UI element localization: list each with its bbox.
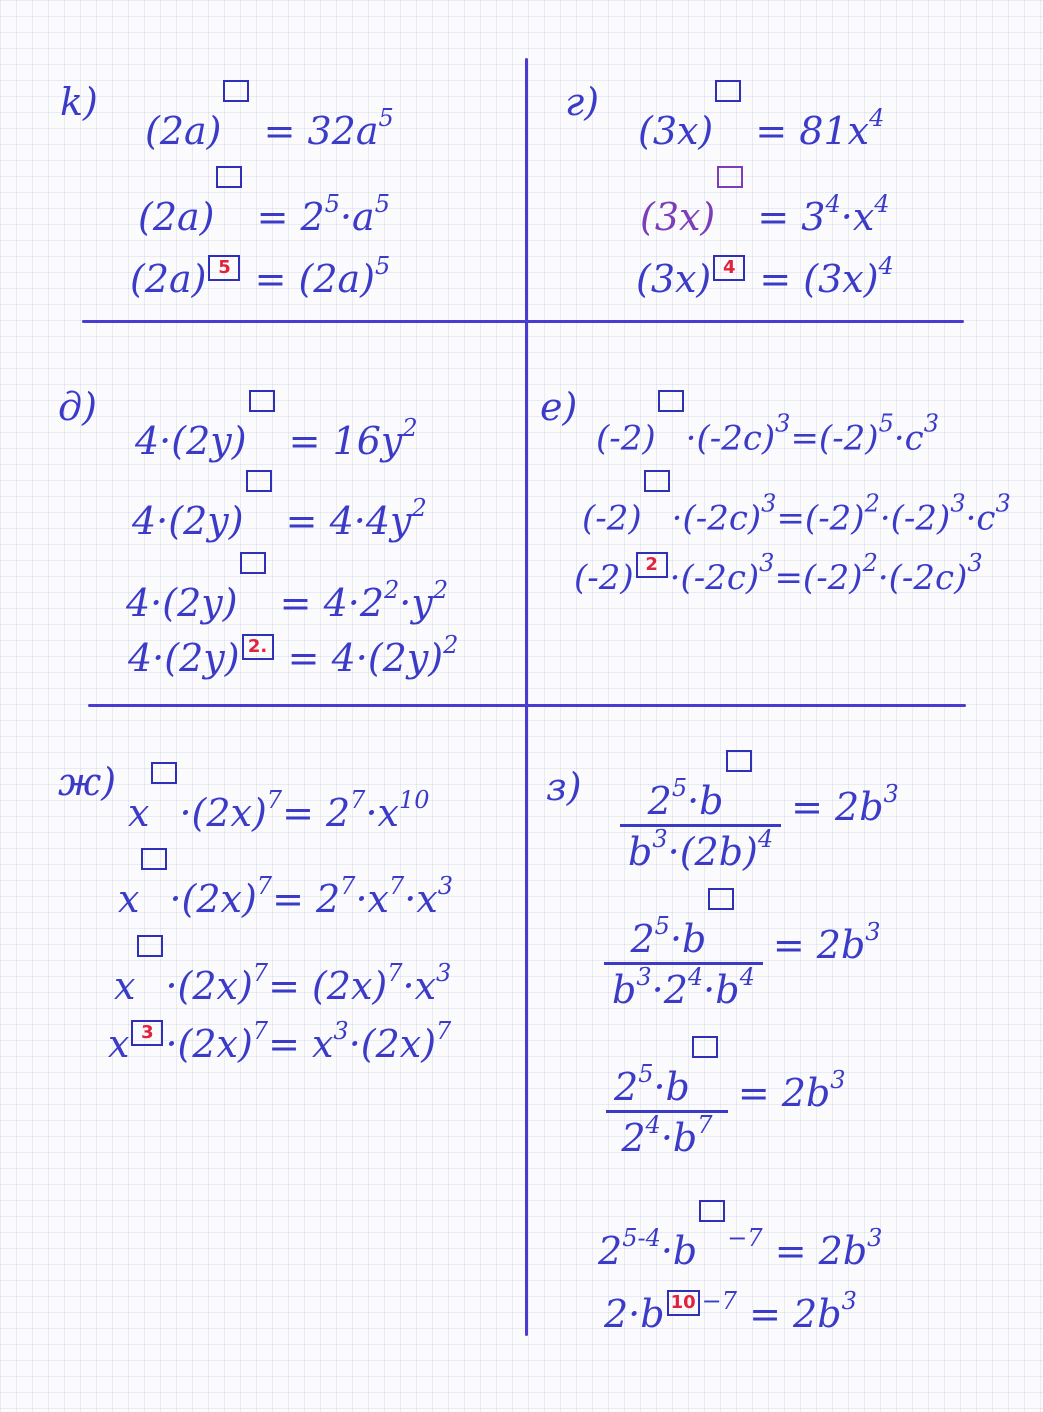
zh-line-4: x $3 \cdot(2x)^7= x^3\cdot(2x)^7$ <box>108 1016 452 1066</box>
fraction: $\frac{2^5\cdot b}{b^3\cdot 2^4\cdot b^4}$ <box>604 888 763 1009</box>
z-step-3: $\frac{2^5\cdot b}{2^4\cdot b^7}$ = $2b^3$ <box>606 1036 846 1157</box>
zh-line-1: $x \cdot(2x)^7= 2^7\cdot x^{10}$ <box>128 762 430 832</box>
answer-box: 2. <box>242 634 274 660</box>
d-line-4: 4·(2y) 2. = $4\cdot(2y)^2$ <box>128 630 459 680</box>
fraction: $\frac{2^5\cdot b}{2^4\cdot b^7}$ <box>606 1036 728 1157</box>
fraction: $\frac{2^5\cdot b}{b^3\cdot(2b)^4}$ <box>620 750 781 871</box>
k-line-2: $(2a) = 2^5\cdot a^5$ <box>138 166 390 236</box>
empty-box <box>137 935 163 957</box>
horizontal-divider-2 <box>88 704 966 707</box>
d-line-1: $4\cdot(2y) = 16y^2$ <box>135 390 418 460</box>
empty-box <box>726 750 752 772</box>
d-line-3: $4\cdot(2y) = 4\cdot 2^2\cdot y^2$ <box>126 552 448 622</box>
k-line-1: $(2a) = 32a^5$ <box>145 80 394 150</box>
empty-box <box>151 762 177 784</box>
empty-box <box>249 390 275 412</box>
answer-box: 10 <box>667 1290 700 1316</box>
e-line-3: (-2) $2 \cdot(-2c)^3=(-2)^2\cdot(-2c)^3$ <box>574 548 983 598</box>
label-d: д) <box>58 385 97 429</box>
zh-line-3: $x \cdot(2x)^7= (2x)^7\cdot x^3$ <box>114 935 451 1005</box>
g-line-2: $(3x) = 3^4\cdot x^4$ <box>640 166 890 236</box>
empty-box <box>223 80 249 102</box>
answer-box: 4 <box>713 255 745 281</box>
g-line-1: $(3x) = 81x^4$ <box>638 80 884 150</box>
empty-box <box>692 1036 718 1058</box>
z-step-5: 2·b 10 $^{-7} = 2b^3$ <box>604 1286 857 1336</box>
answer-box: 5 <box>208 255 240 281</box>
empty-box <box>708 888 734 910</box>
g-line-3: (3x) $4 = (3x)^4$ <box>636 251 894 301</box>
z-step-2: $\frac{2^5\cdot b}{b^3\cdot 2^4\cdot b^4}$ = $2b^3$ <box>604 888 881 1009</box>
empty-box <box>141 848 167 870</box>
empty-box <box>699 1200 725 1222</box>
empty-box <box>644 470 670 492</box>
empty-box <box>240 552 266 574</box>
empty-box <box>717 166 743 188</box>
zh-line-2: $x \cdot(2x)^7= 2^7\cdot x^7\cdot x^3$ <box>118 848 453 918</box>
empty-box <box>246 470 272 492</box>
horizontal-divider-1 <box>82 320 964 323</box>
d-line-2: $4\cdot(2y) = 4\cdot 4y^2$ <box>132 470 427 540</box>
answer-box: 3 <box>131 1020 163 1046</box>
z-step-4: $2^{5-4}\cdot b$ $^{-7} = 2b^3$ <box>598 1200 882 1270</box>
empty-box <box>658 390 684 412</box>
label-g: г) <box>565 80 600 124</box>
e-line-2: $(-2) \cdot(-2c)^3=(-2)^2\cdot(-2)^3\cdot c^3$ <box>582 470 1011 535</box>
e-line-1: $(-2) \cdot(-2c)^3=(-2)^5\cdot c^3$ <box>596 390 939 455</box>
z-step-1: $\frac{2^5\cdot b}{b^3\cdot(2b)^4}$ = $2b^3$ <box>620 750 899 871</box>
answer-box: 2 <box>636 552 668 578</box>
k-line-3: (2a) $5 = (2a)^5$ <box>130 251 391 301</box>
empty-box <box>715 80 741 102</box>
label-k: k) <box>60 80 98 124</box>
label-zh: ж) <box>58 760 117 804</box>
empty-box <box>216 166 242 188</box>
vertical-divider <box>525 58 528 1336</box>
label-e: е) <box>540 385 578 429</box>
label-z: з) <box>546 765 582 809</box>
